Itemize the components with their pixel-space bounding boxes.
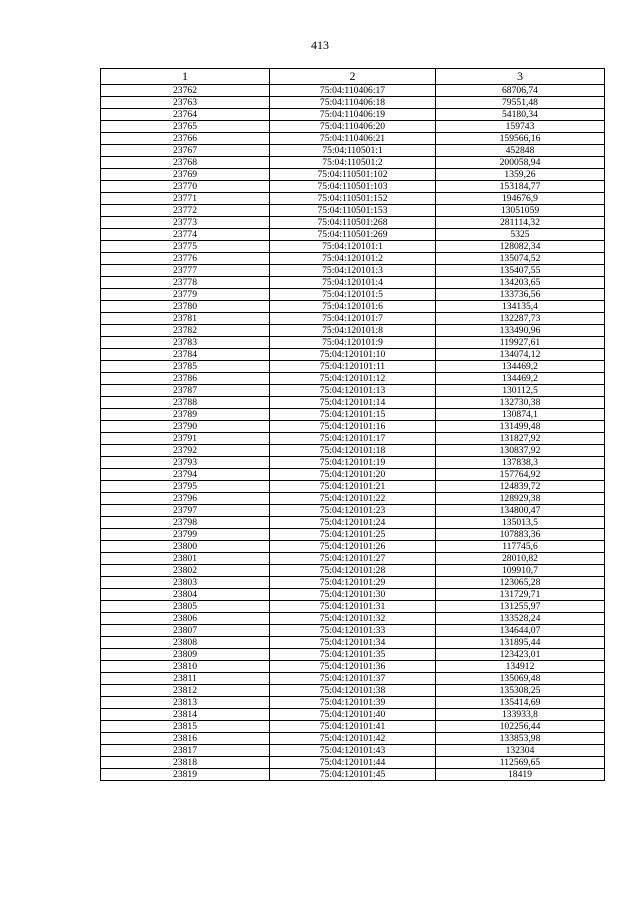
value-cell: 200058,94 — [436, 157, 605, 169]
table-row — [101, 349, 605, 361]
value-cell: 281114,32 — [436, 217, 605, 229]
table-row — [101, 181, 605, 193]
row-number-cell: 23767 — [101, 145, 270, 157]
value-cell: 130112,5 — [436, 385, 605, 397]
table-row — [101, 85, 605, 97]
value-cell: 133528,24 — [436, 613, 605, 625]
row-number-cell: 23794 — [101, 469, 270, 481]
row-number-cell: 23771 — [101, 193, 270, 205]
table-row — [101, 253, 605, 265]
cadastral-number-cell: 75:04:120101:1 — [270, 241, 436, 253]
table-row — [101, 217, 605, 229]
cadastral-number-cell: 75:04:110501:1 — [270, 145, 436, 157]
cadastral-number-cell: 75:04:110406:18 — [270, 97, 436, 109]
cadastral-number-cell: 75:04:120101:39 — [270, 697, 436, 709]
value-cell: 133736,56 — [436, 289, 605, 301]
cadastral-number-cell: 75:04:120101:10 — [270, 349, 436, 361]
cadastral-number-cell: 75:04:110406:20 — [270, 121, 436, 133]
row-number-cell: 23780 — [101, 301, 270, 313]
value-cell: 132730,38 — [436, 397, 605, 409]
row-number-cell: 23784 — [101, 349, 270, 361]
row-number-cell: 23813 — [101, 697, 270, 709]
cadastral-number-cell: 75:04:120101:14 — [270, 397, 436, 409]
cadastral-number-cell: 75:04:110501:269 — [270, 229, 436, 241]
cadastral-number-cell: 75:04:120101:30 — [270, 589, 436, 601]
row-number-cell: 23819 — [101, 769, 270, 781]
value-cell: 157764,92 — [436, 469, 605, 481]
table-row — [101, 109, 605, 121]
table-row — [101, 625, 605, 637]
registry-table — [100, 68, 605, 781]
value-cell: 54180,34 — [436, 109, 605, 121]
row-number-cell: 23774 — [101, 229, 270, 241]
table-row — [101, 445, 605, 457]
table-row — [101, 145, 605, 157]
cadastral-number-cell: 75:04:120101:5 — [270, 289, 436, 301]
row-number-cell: 23785 — [101, 361, 270, 373]
row-number-cell: 23808 — [101, 637, 270, 649]
value-cell: 107883,36 — [436, 529, 605, 541]
cadastral-number-cell: 75:04:120101:42 — [270, 733, 436, 745]
table-row — [101, 301, 605, 313]
cadastral-number-cell: 75:04:120101:9 — [270, 337, 436, 349]
value-cell: 134469,2 — [436, 373, 605, 385]
value-cell: 131729,71 — [436, 589, 605, 601]
cadastral-number-cell: 75:04:120101:7 — [270, 313, 436, 325]
row-number-cell: 23804 — [101, 589, 270, 601]
value-cell: 132287,73 — [436, 313, 605, 325]
table-row — [101, 433, 605, 445]
row-number-cell: 23768 — [101, 157, 270, 169]
table-row — [101, 277, 605, 289]
table-row — [101, 97, 605, 109]
row-number-cell: 23806 — [101, 613, 270, 625]
row-number-cell: 23795 — [101, 481, 270, 493]
header-row — [101, 69, 605, 85]
value-cell: 153184,77 — [436, 181, 605, 193]
table-row — [101, 325, 605, 337]
cadastral-number-cell: 75:04:120101:23 — [270, 505, 436, 517]
value-cell: 135308,25 — [436, 685, 605, 697]
value-cell: 134644,07 — [436, 625, 605, 637]
cadastral-number-cell: 75:04:120101:4 — [270, 277, 436, 289]
table-body — [101, 85, 605, 781]
column-header-1: 1 — [101, 69, 270, 85]
table-row — [101, 613, 605, 625]
table-row — [101, 697, 605, 709]
row-number-cell: 23812 — [101, 685, 270, 697]
table-row — [101, 169, 605, 181]
table-row — [101, 661, 605, 673]
row-number-cell: 23786 — [101, 373, 270, 385]
row-number-cell: 23788 — [101, 397, 270, 409]
cadastral-number-cell: 75:04:120101:18 — [270, 445, 436, 457]
row-number-cell: 23776 — [101, 253, 270, 265]
row-number-cell: 23763 — [101, 97, 270, 109]
cadastral-number-cell: 75:04:110501:153 — [270, 205, 436, 217]
table-row — [101, 637, 605, 649]
table-row — [101, 517, 605, 529]
row-number-cell: 23803 — [101, 577, 270, 589]
cadastral-number-cell: 75:04:120101:2 — [270, 253, 436, 265]
table-row — [101, 577, 605, 589]
value-cell: 194676,9 — [436, 193, 605, 205]
row-number-cell: 23782 — [101, 325, 270, 337]
table-header — [101, 69, 605, 85]
row-number-cell: 23772 — [101, 205, 270, 217]
table-row — [101, 493, 605, 505]
row-number-cell: 23805 — [101, 601, 270, 613]
cadastral-number-cell: 75:04:120101:15 — [270, 409, 436, 421]
row-number-cell: 23797 — [101, 505, 270, 517]
row-number-cell: 23775 — [101, 241, 270, 253]
row-number-cell: 23802 — [101, 565, 270, 577]
cadastral-number-cell: 75:04:120101:31 — [270, 601, 436, 613]
table-row — [101, 229, 605, 241]
value-cell: 135414,69 — [436, 697, 605, 709]
table-row — [101, 541, 605, 553]
value-cell: 109910,7 — [436, 565, 605, 577]
row-number-cell: 23777 — [101, 265, 270, 277]
cadastral-number-cell: 75:04:110501:103 — [270, 181, 436, 193]
row-number-cell: 23773 — [101, 217, 270, 229]
cadastral-number-cell: 75:04:110406:21 — [270, 133, 436, 145]
row-number-cell: 23765 — [101, 121, 270, 133]
table-row — [101, 721, 605, 733]
value-cell: 117745,6 — [436, 541, 605, 553]
row-number-cell: 23814 — [101, 709, 270, 721]
cadastral-number-cell: 75:04:120101:40 — [270, 709, 436, 721]
row-number-cell: 23787 — [101, 385, 270, 397]
table-row — [101, 313, 605, 325]
table-row — [101, 337, 605, 349]
row-number-cell: 23796 — [101, 493, 270, 505]
row-number-cell: 23789 — [101, 409, 270, 421]
value-cell: 131255,97 — [436, 601, 605, 613]
cadastral-number-cell: 75:04:110501:268 — [270, 217, 436, 229]
cadastral-number-cell: 75:04:120101:8 — [270, 325, 436, 337]
table-row — [101, 649, 605, 661]
table-row — [101, 505, 605, 517]
row-number-cell: 23791 — [101, 433, 270, 445]
row-number-cell: 23810 — [101, 661, 270, 673]
row-number-cell: 23764 — [101, 109, 270, 121]
value-cell: 159743 — [436, 121, 605, 133]
value-cell: 135013,5 — [436, 517, 605, 529]
value-cell: 133490,96 — [436, 325, 605, 337]
cadastral-number-cell: 75:04:120101:17 — [270, 433, 436, 445]
cadastral-number-cell: 75:04:120101:20 — [270, 469, 436, 481]
cadastral-number-cell: 75:04:120101:29 — [270, 577, 436, 589]
table-row — [101, 757, 605, 769]
value-cell: 135074,52 — [436, 253, 605, 265]
cadastral-number-cell: 75:04:120101:37 — [270, 673, 436, 685]
table-row — [101, 469, 605, 481]
table-row — [101, 685, 605, 697]
table-row — [101, 769, 605, 781]
table-row — [101, 385, 605, 397]
row-number-cell: 23798 — [101, 517, 270, 529]
row-number-cell: 23809 — [101, 649, 270, 661]
value-cell: 18419 — [436, 769, 605, 781]
value-cell: 134912 — [436, 661, 605, 673]
value-cell: 133933,8 — [436, 709, 605, 721]
row-number-cell: 23783 — [101, 337, 270, 349]
table-row — [101, 709, 605, 721]
column-header-2: 2 — [270, 69, 436, 85]
table-row — [101, 373, 605, 385]
table-row — [101, 121, 605, 133]
table-row — [101, 193, 605, 205]
table-row — [101, 421, 605, 433]
value-cell: 112569,65 — [436, 757, 605, 769]
cadastral-number-cell: 75:04:120101:13 — [270, 385, 436, 397]
value-cell: 452848 — [436, 145, 605, 157]
table-row — [101, 157, 605, 169]
row-number-cell: 23779 — [101, 289, 270, 301]
cadastral-number-cell: 75:04:110406:17 — [270, 85, 436, 97]
table-row — [101, 289, 605, 301]
value-cell: 123065,28 — [436, 577, 605, 589]
value-cell: 5325 — [436, 229, 605, 241]
row-number-cell: 23766 — [101, 133, 270, 145]
cadastral-number-cell: 75:04:120101:38 — [270, 685, 436, 697]
cadastral-number-cell: 75:04:110501:2 — [270, 157, 436, 169]
row-number-cell: 23778 — [101, 277, 270, 289]
table-row — [101, 589, 605, 601]
value-cell: 68706,74 — [436, 85, 605, 97]
value-cell: 134135,4 — [436, 301, 605, 313]
cadastral-number-cell: 75:04:120101:6 — [270, 301, 436, 313]
page-number: 413 — [311, 38, 329, 52]
cadastral-number-cell: 75:04:120101:41 — [270, 721, 436, 733]
table-row — [101, 205, 605, 217]
value-cell: 134203,65 — [436, 277, 605, 289]
cadastral-number-cell: 75:04:120101:12 — [270, 373, 436, 385]
table-row — [101, 457, 605, 469]
cadastral-number-cell: 75:04:110406:19 — [270, 109, 436, 121]
value-cell: 119927,61 — [436, 337, 605, 349]
value-cell: 123423,01 — [436, 649, 605, 661]
cadastral-number-cell: 75:04:120101:44 — [270, 757, 436, 769]
row-number-cell: 23815 — [101, 721, 270, 733]
cadastral-number-cell: 75:04:120101:45 — [270, 769, 436, 781]
row-number-cell: 23790 — [101, 421, 270, 433]
table-row — [101, 133, 605, 145]
value-cell: 137838,3 — [436, 457, 605, 469]
cadastral-number-cell: 75:04:120101:11 — [270, 361, 436, 373]
row-number-cell: 23769 — [101, 169, 270, 181]
table-row — [101, 481, 605, 493]
value-cell: 159566,16 — [436, 133, 605, 145]
cadastral-number-cell: 75:04:120101:36 — [270, 661, 436, 673]
row-number-cell: 23807 — [101, 625, 270, 637]
cadastral-number-cell: 75:04:120101:43 — [270, 745, 436, 757]
table-row — [101, 745, 605, 757]
row-number-cell: 23781 — [101, 313, 270, 325]
row-number-cell: 23801 — [101, 553, 270, 565]
cadastral-number-cell: 75:04:120101:21 — [270, 481, 436, 493]
cadastral-number-cell: 75:04:120101:32 — [270, 613, 436, 625]
row-number-cell: 23816 — [101, 733, 270, 745]
cadastral-number-cell: 75:04:120101:26 — [270, 541, 436, 553]
value-cell: 134074,12 — [436, 349, 605, 361]
value-cell: 134469,2 — [436, 361, 605, 373]
cadastral-number-cell: 75:04:120101:28 — [270, 565, 436, 577]
row-number-cell: 23800 — [101, 541, 270, 553]
cadastral-number-cell: 75:04:120101:24 — [270, 517, 436, 529]
value-cell: 133853,98 — [436, 733, 605, 745]
table-row — [101, 733, 605, 745]
value-cell: 132304 — [436, 745, 605, 757]
table-row — [101, 409, 605, 421]
value-cell: 130874,1 — [436, 409, 605, 421]
cadastral-number-cell: 75:04:110501:102 — [270, 169, 436, 181]
cadastral-number-cell: 75:04:120101:33 — [270, 625, 436, 637]
value-cell: 1359,26 — [436, 169, 605, 181]
value-cell: 124839,72 — [436, 481, 605, 493]
row-number-cell: 23799 — [101, 529, 270, 541]
value-cell: 13051059 — [436, 205, 605, 217]
table-row — [101, 553, 605, 565]
table-row — [101, 361, 605, 373]
cadastral-number-cell: 75:04:120101:19 — [270, 457, 436, 469]
value-cell: 128929,38 — [436, 493, 605, 505]
row-number-cell: 23762 — [101, 85, 270, 97]
cadastral-number-cell: 75:04:120101:3 — [270, 265, 436, 277]
row-number-cell: 23792 — [101, 445, 270, 457]
row-number-cell: 23817 — [101, 745, 270, 757]
table-row — [101, 265, 605, 277]
column-header-3: 3 — [436, 69, 605, 85]
value-cell: 131499,48 — [436, 421, 605, 433]
table-row — [101, 397, 605, 409]
value-cell: 102256,44 — [436, 721, 605, 733]
cadastral-number-cell: 75:04:110501:152 — [270, 193, 436, 205]
value-cell: 131827,92 — [436, 433, 605, 445]
row-number-cell: 23770 — [101, 181, 270, 193]
table-row — [101, 241, 605, 253]
cadastral-number-cell: 75:04:120101:16 — [270, 421, 436, 433]
cadastral-number-cell: 75:04:120101:27 — [270, 553, 436, 565]
value-cell: 135407,55 — [436, 265, 605, 277]
value-cell: 131895,44 — [436, 637, 605, 649]
value-cell: 135069,48 — [436, 673, 605, 685]
cadastral-number-cell: 75:04:120101:25 — [270, 529, 436, 541]
table-row — [101, 673, 605, 685]
row-number-cell: 23811 — [101, 673, 270, 685]
table-row — [101, 529, 605, 541]
value-cell: 134800,47 — [436, 505, 605, 517]
cadastral-number-cell: 75:04:120101:22 — [270, 493, 436, 505]
table-row — [101, 601, 605, 613]
row-number-cell: 23818 — [101, 757, 270, 769]
value-cell: 128082,34 — [436, 241, 605, 253]
table-row — [101, 565, 605, 577]
row-number-cell: 23793 — [101, 457, 270, 469]
value-cell: 79551,48 — [436, 97, 605, 109]
cadastral-number-cell: 75:04:120101:34 — [270, 637, 436, 649]
value-cell: 130837,92 — [436, 445, 605, 457]
value-cell: 28010,82 — [436, 553, 605, 565]
cadastral-number-cell: 75:04:120101:35 — [270, 649, 436, 661]
